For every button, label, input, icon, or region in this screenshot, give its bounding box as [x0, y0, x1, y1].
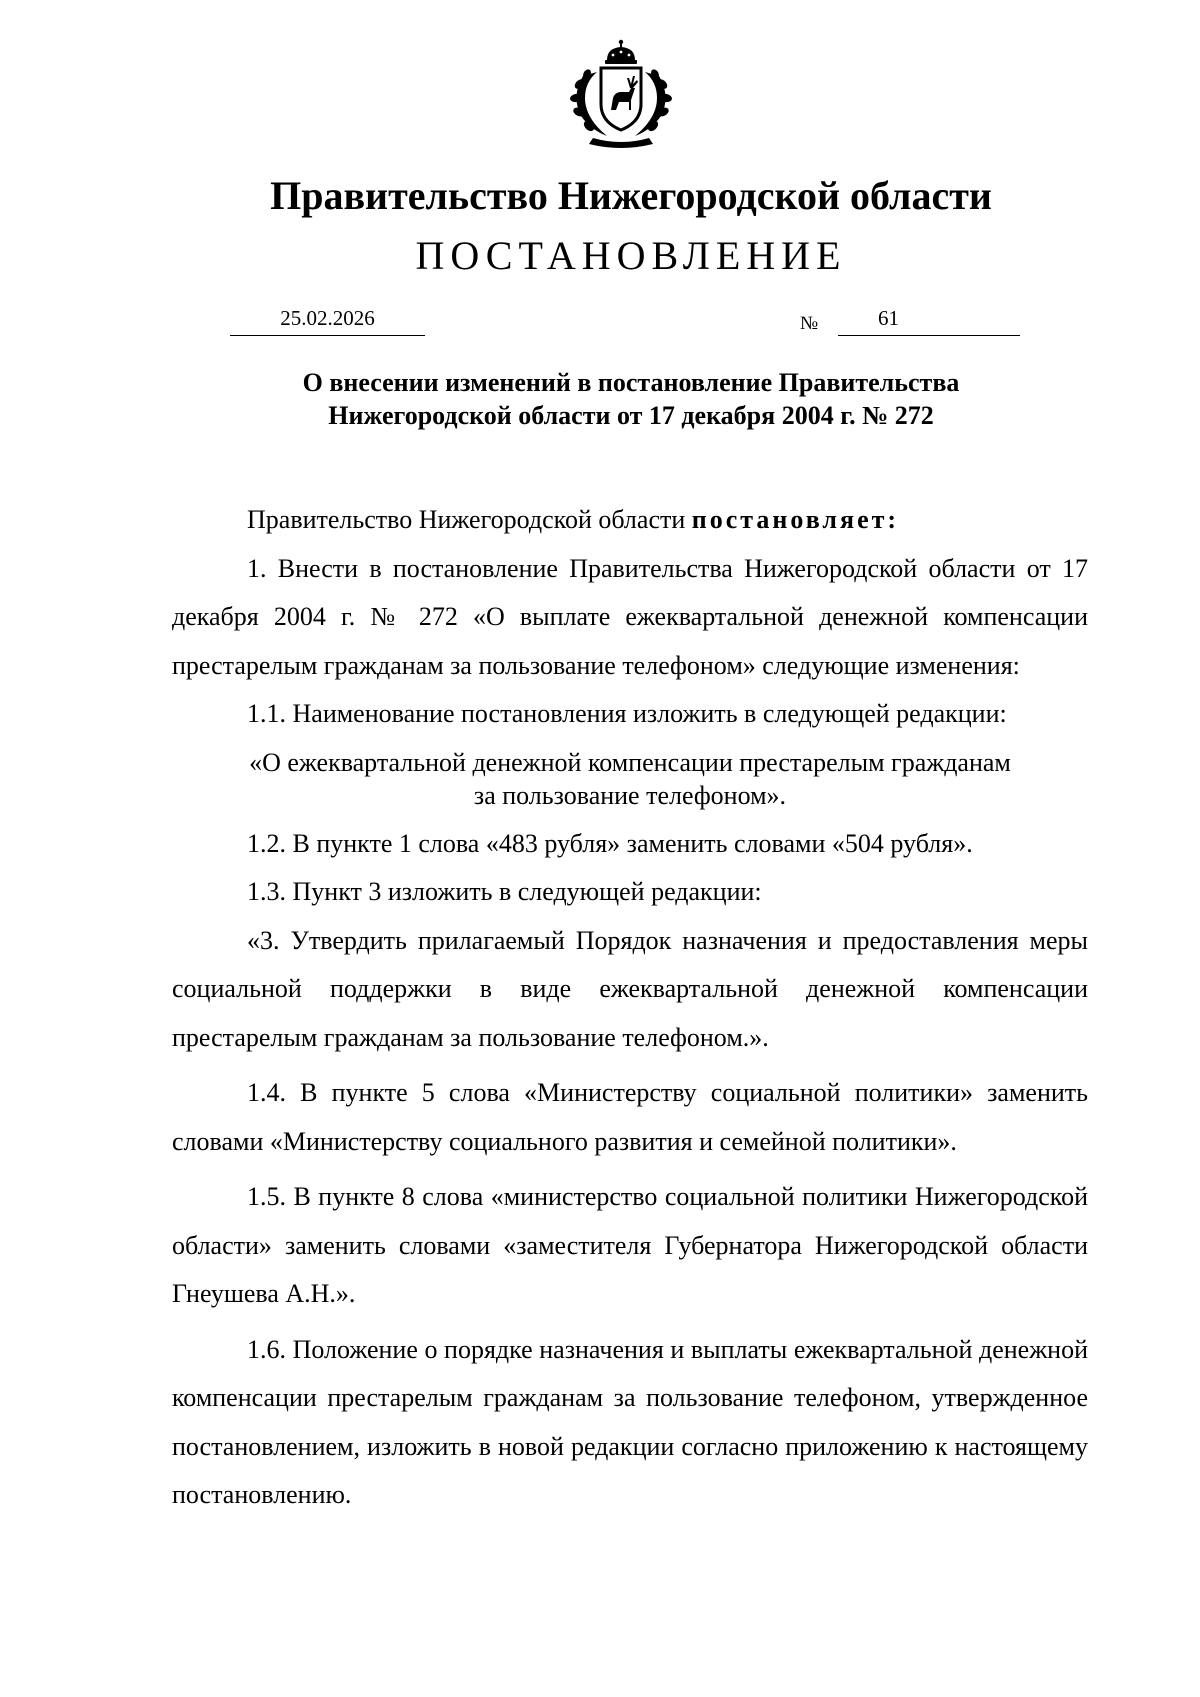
- item-1-1-quote-line-2: за пользование телефоном».: [473, 780, 787, 810]
- item-1-5: 1.5. В пункте 8 слова «министерство социальной политики Нижегородской области» заменить словами «заместителя Губернатора Нижегородской области Гнеушева А.Н.».: [172, 1182, 1088, 1308]
- organization-title: Правительство Нижегородской области: [270, 173, 992, 218]
- document-body: [172, 496, 1088, 1520]
- preamble-text: Правительство Нижегородской области: [247, 505, 692, 534]
- item-1-2: 1.2. В пункте 1 слова «483 рубля» заменить словами «504 рубля».: [247, 828, 973, 858]
- document-number-field: [838, 305, 1020, 336]
- preamble-action: постановляет:: [691, 505, 900, 534]
- item-1-3: 1.3. Пункт 3 изложить в следующей редакции:: [247, 877, 762, 906]
- document-date: 25.02.2026: [230, 305, 425, 336]
- preamble: [172, 496, 1088, 545]
- document-type-title: ПОСТАНОВЛЕНИЕ: [415, 233, 847, 278]
- item-1: 1. Внести в постановление Правительства Нижегородской области от 17 декабря 2004 г. № 272 «О выплате ежеквартальной денежной компенсации престарелым гражданам за пользование телефоном» следующие изменения:: [172, 553, 1088, 680]
- number-label: №: [800, 313, 819, 334]
- item-1-4: 1.4. В пункте 5 слова «Министерству социальной политики» заменить словами «Министерству социального развития и семейной политики».: [172, 1078, 1088, 1156]
- subject-line-1: О внесении изменений в постановление Правительства: [302, 368, 960, 397]
- item-1-3-quote: «3. Утвердить прилагаемый Порядок назначения и предоставления меры социальной поддержки в виде ежеквартальной денежной компенсации престарелым гражданам за пользование телефоном.».: [172, 925, 1088, 1052]
- item-1-1-quote: [172, 746, 1088, 812]
- document-number: 61: [878, 306, 899, 330]
- coat-of-arms-icon: [563, 38, 679, 150]
- subject-line-2: Нижегородской области от 17 декабря 2004 г. № 272: [328, 401, 934, 430]
- item-1-1: 1.1. Наименование постановления изложить в следующей редакции:: [247, 699, 1007, 728]
- document-subject: [150, 366, 1112, 432]
- item-1-1-quote-line-1: «О ежеквартальной денежной компенсации престарелым гражданам: [249, 747, 1011, 777]
- item-1-6: 1.6. Положение о порядке назначения и выплаты ежеквартальной денежной компенсации престарелым гражданам за пользование телефоном, утвержденное постановлением, изложить в новой редакции согласно приложению к настоящему постановлению.: [172, 1334, 1088, 1509]
